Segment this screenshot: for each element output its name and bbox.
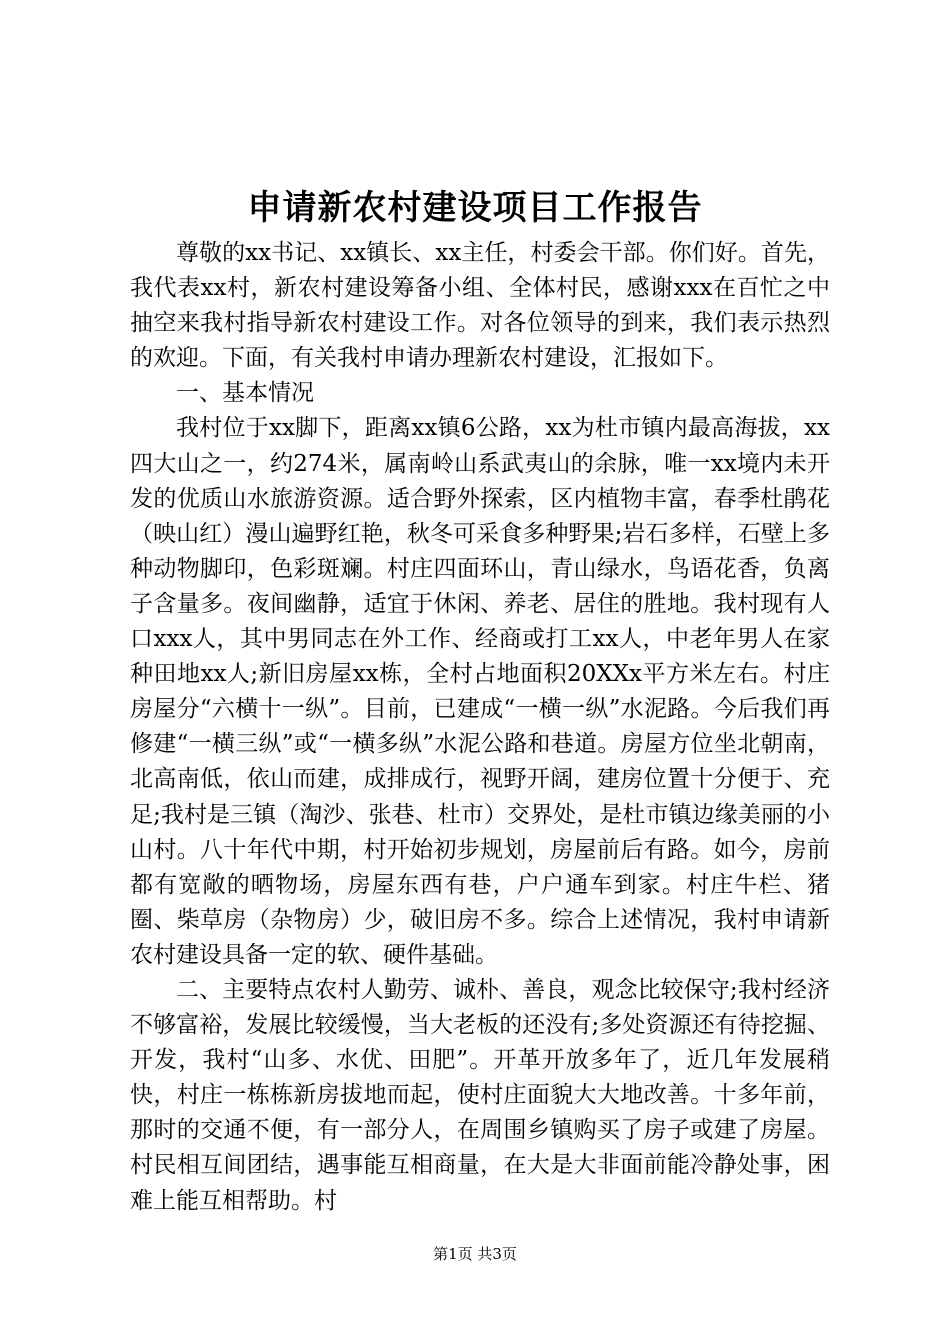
page-number-footer: 第1页 共3页 [433,1245,517,1263]
paragraph-main-features: 二、主要特点农村人勤劳、诚朴、善良，观念比较保守;我村经济不够富裕，发展比较缓慢，当大老板的还没有;多处资源还有待挖掘、开发，我村“山多、水优、田肥”。开革开放多年了，近几年发展稍快，村庄一栋栋新房拔地而起，使村庄面貌大大地改善。十多年前，那时的交通不便，有一部分人，在周围乡镇购买了房子或建了房屋。村民相互间团结，遇事能互相商量，在大是大非面前能冷静处事，困难上能互相帮助。村 [130,976,830,1214]
section-heading-basic-info: 一、基本情况 [176,380,314,407]
document-title: 申请新农村建设项目工作报告 [247,188,703,228]
paragraph-greeting: 尊敬的xx书记、xx镇长、xx主任，村委会干部。你们好。首先，我代表xx村，新农村建设筹备小组、全体村民，感谢xxx在百忙之中抽空来我村指导新农村建设工作。对各位领导的到来，我们表示热烈的欢迎。下面，有关我村申请办理新农村建设，汇报如下。 [130,240,830,372]
document-body [130,236,830,1219]
paragraph-basic-info: 我村位于xx脚下，距离xx镇6公路，xx为杜市镇内最高海拔，xx四大山之一，约274米，属南岭山系武夷山的余脉，唯一xx境内未开发的优质山水旅游资源。适合野外探索，区内植物丰富，春季杜鹃花（映山红）漫山遍野红艳，秋冬可采食多种野果;岩石多样，石壁上多种动物脚印，色彩斑斓。村庄四面环山，青山绿水，鸟语花香，负离子含量多。夜间幽静，适宜于休闲、养老、居住的胜地。我村现有人口xxx人，其中男同志在外工作、经商或打工xx人，中老年男人在家种田地xx人;新旧房屋xx栋，全村占地面积20XXx平方米左右。村庄房屋分“六横十一纵”。目前，已建成“一横一纵”水泥路。今后我们再修建“一横三纵”或“一横多纵”水泥公路和巷道。房屋方位坐北朝南，北高南低，依山而建，成排成行，视野开阔，建房位置十分便于、充足;我村是三镇（淘沙、张巷、杜市）交界处，是杜市镇边缘美丽的小山村。八十年代中期，村开始初步规划，房屋前后有路。如今，房前都有宽敞的晒物场，房屋东西有巷，户户通车到家。村庄牛栏、猪圈、柴草房（杂物房）少，破旧房不多。综合上述情况，我村申请新农村建设具备一定的软、硬件基础。 [130,415,830,968]
